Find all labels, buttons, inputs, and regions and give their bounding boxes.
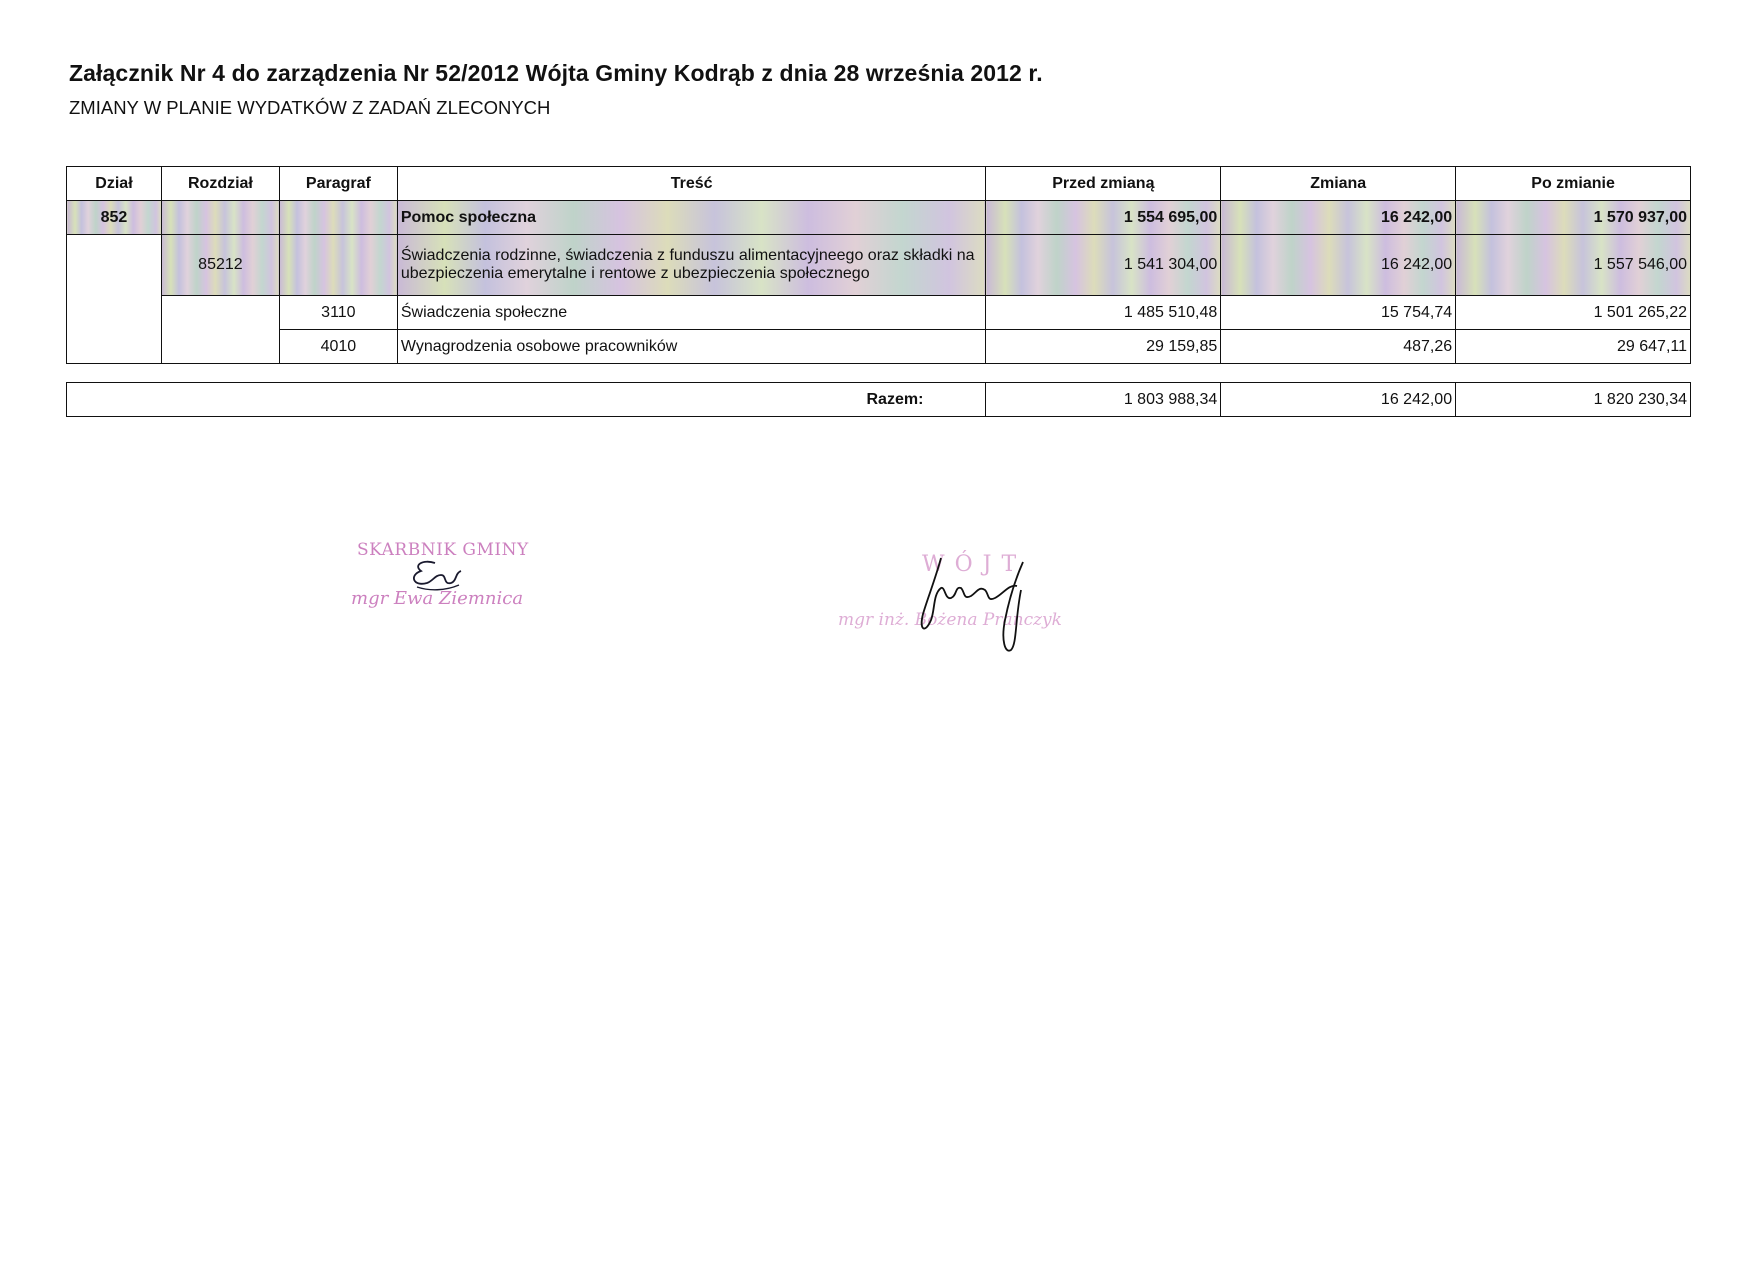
skarbnik-stamp-title: SKARBNIK GMINY [357,540,529,560]
cell-tresc: Świadczenia społeczne [397,296,986,330]
cell-rozdzial [161,201,279,235]
column-header-przed-zmiana: Przed zmianą [986,167,1221,201]
cell-zmiana: 16 242,00 [1221,235,1456,296]
cell-przed-zmiana: 1 554 695,00 [986,201,1221,235]
cell-rozdzial: 85212 [161,235,279,296]
table-row-paragraf-3110 [67,296,1691,330]
cell-zmiana: 16 242,00 [1221,201,1456,235]
column-header-rozdzial: Rozdział [161,167,279,201]
cell-przed-zmiana: 1 541 304,00 [986,235,1221,296]
cell-przed-zmiana: 29 159,85 [986,330,1221,364]
cell-po-zmianie: 1 570 937,00 [1456,201,1691,235]
wojt-stamp-name: mgr inż. Bożena Pranczyk [838,610,1062,630]
summary-przed-zmiana: 1 803 988,34 [986,383,1221,417]
expenditure-table [66,166,1691,364]
document-subtitle: ZMIANY W PLANIE WYDATKÓW Z ZADAŃ ZLECONYCH [69,97,551,118]
summary-zmiana: 16 242,00 [1221,383,1456,417]
summary-row [67,383,1691,417]
cell-zmiana: 487,26 [1221,330,1456,364]
cell-paragraf: 3110 [279,296,397,330]
cell-dzial-empty [67,235,162,364]
cell-po-zmianie: 1 501 265,22 [1456,296,1691,330]
cell-po-zmianie: 1 557 546,00 [1456,235,1691,296]
cell-tresc: Świadczenia rodzinne, świadczenia z funduszu alimentacyjneego oraz składki na ubezpieczenia emerytalne i rentowe z ubezpieczenia społecznego [397,235,986,296]
cell-paragraf [279,201,397,235]
cell-tresc: Wynagrodzenia osobowe pracowników [397,330,986,364]
cell-dzial: 852 [67,201,162,235]
summary-label: Razem: [67,383,986,417]
column-header-zmiana: Zmiana [1221,167,1456,201]
wojt-signature [905,550,1045,660]
column-header-paragraf: Paragraf [279,167,397,201]
cell-rozdzial-empty [161,296,279,364]
cell-paragraf: 4010 [279,330,397,364]
summary-po-zmianie: 1 820 230,34 [1456,383,1691,417]
cell-po-zmianie: 29 647,11 [1456,330,1691,364]
table-row-rozdzial-85212 [67,235,1691,296]
column-header-tresc: Treść [397,167,986,201]
table-row-dzial-852 [67,201,1691,235]
document-title: Załącznik Nr 4 do zarządzenia Nr 52/2012 Wójta Gminy Kodrąb z dnia 28 września 2012 r. [69,60,1043,86]
table-header-row [67,167,1691,201]
cell-przed-zmiana: 1 485 510,48 [986,296,1221,330]
column-header-po-zmianie: Po zmianie [1456,167,1691,201]
summary-table [66,382,1691,417]
column-header-dzial: Dział [67,167,162,201]
wojt-stamp-title: WÓJT [922,552,1027,577]
table-row-paragraf-4010 [67,330,1691,364]
skarbnik-stamp-name: mgr Ewa Ziemnica [351,588,524,609]
skarbnik-signature [405,555,465,600]
cell-paragraf [279,235,397,296]
cell-tresc: Pomoc społeczna [397,201,986,235]
cell-zmiana: 15 754,74 [1221,296,1456,330]
